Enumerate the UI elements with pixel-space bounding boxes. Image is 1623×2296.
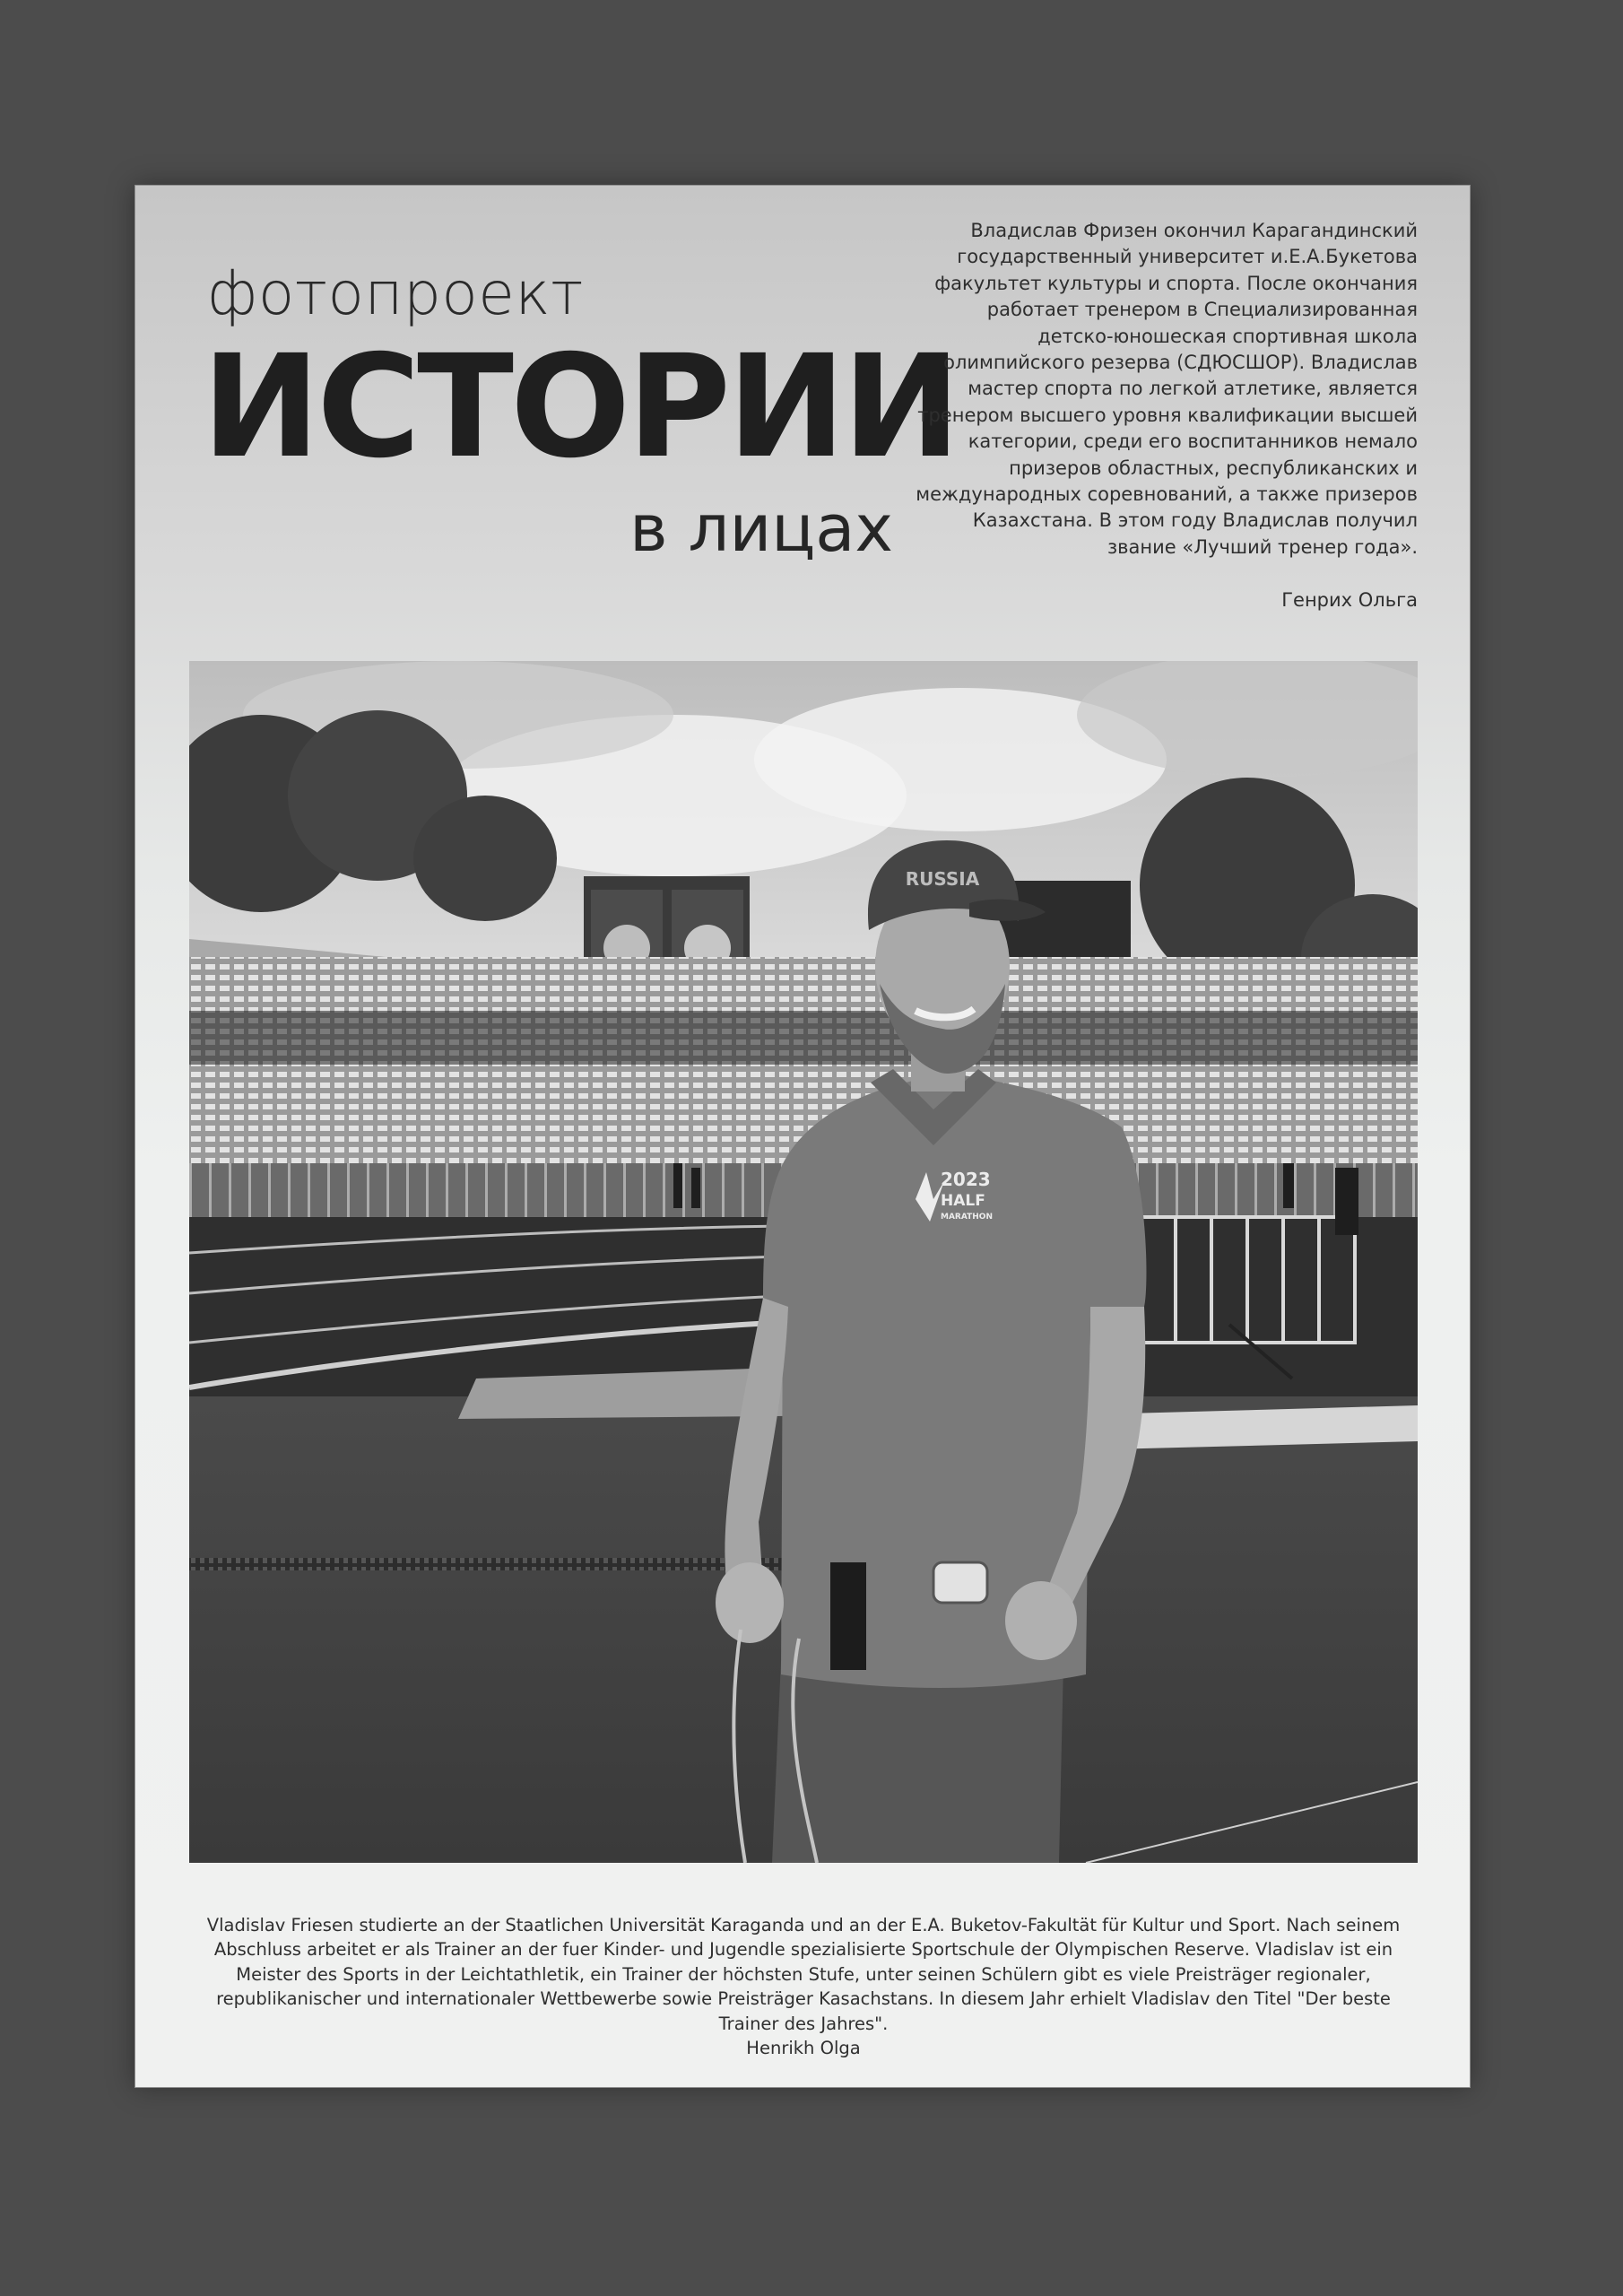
intro-text-block [916,218,1418,614]
poster-title: ИСТОРИИ [202,325,958,490]
logo-marathon: MARATHON [941,1213,993,1222]
cap-label: RUSSIA [905,868,980,890]
half-marathon-logo [916,1169,993,1222]
drain-grate [189,1558,817,1570]
portrait-photo [189,661,1418,1863]
logo-half: HALF [941,1192,985,1210]
poster [135,185,1471,2088]
caption-paragraph: Vladislav Friesen studierte an der Staatlichen Universität Karaganda und an der E.A. Buketov-Fakultät für Kultur und Sport. Nach seinem Abschluss arbeitet er als Trainer an der fuer Kinder- und Jugendle spezialisierte Sportschule der Olympischen Reserve. Vladislav ist ein Meister des Sports in der Leichtathletik, ein Trainer der höchsten Stufe, unter seinen Schülern gibt es viele Preisträger regionaler, republikanischer und internationaler Wettbewerbe sowie Preisträger Kasachstans. In diesem Jahr erhielt Vladislav den Titel "Der beste Trainer des Jahres". [206,1915,1401,2034]
german-caption [189,1913,1418,2060]
intro-paragraph: Владислав Фризен окончил Карагандинский государственный университет и.Е.А.Букетова факультет культуры и спорта. После окончания работает тренером в Специализированная детско-юношеская спортивная школа олимпийского резерва (СДЮСШОР). Владислав мастер спорта по легкой атлетике, является тренером высшего уровня квалификации высшей категории, среди его воспитанников немало призеров областных, республиканских и международных соревнований, а также призеров Казахстана. В этом году Владислав получил звание «Лучший тренер года». [916,220,1418,558]
project-kicker: фотопроект [207,259,584,328]
poster-subtitle: в лицах [629,491,893,566]
left-hand [1005,1581,1077,1660]
caption-author: Henrikh Olga [746,2038,861,2059]
intro-author: Генрих Ольга [1281,589,1418,612]
wristwatch [933,1562,987,1603]
jeans [772,1661,1063,1863]
stadium-portrait-image [189,661,1418,1863]
right-hand [716,1562,784,1643]
upper-stand [189,957,1418,1011]
logo-year: 2023 [941,1169,991,1190]
handheld-device [830,1562,866,1670]
